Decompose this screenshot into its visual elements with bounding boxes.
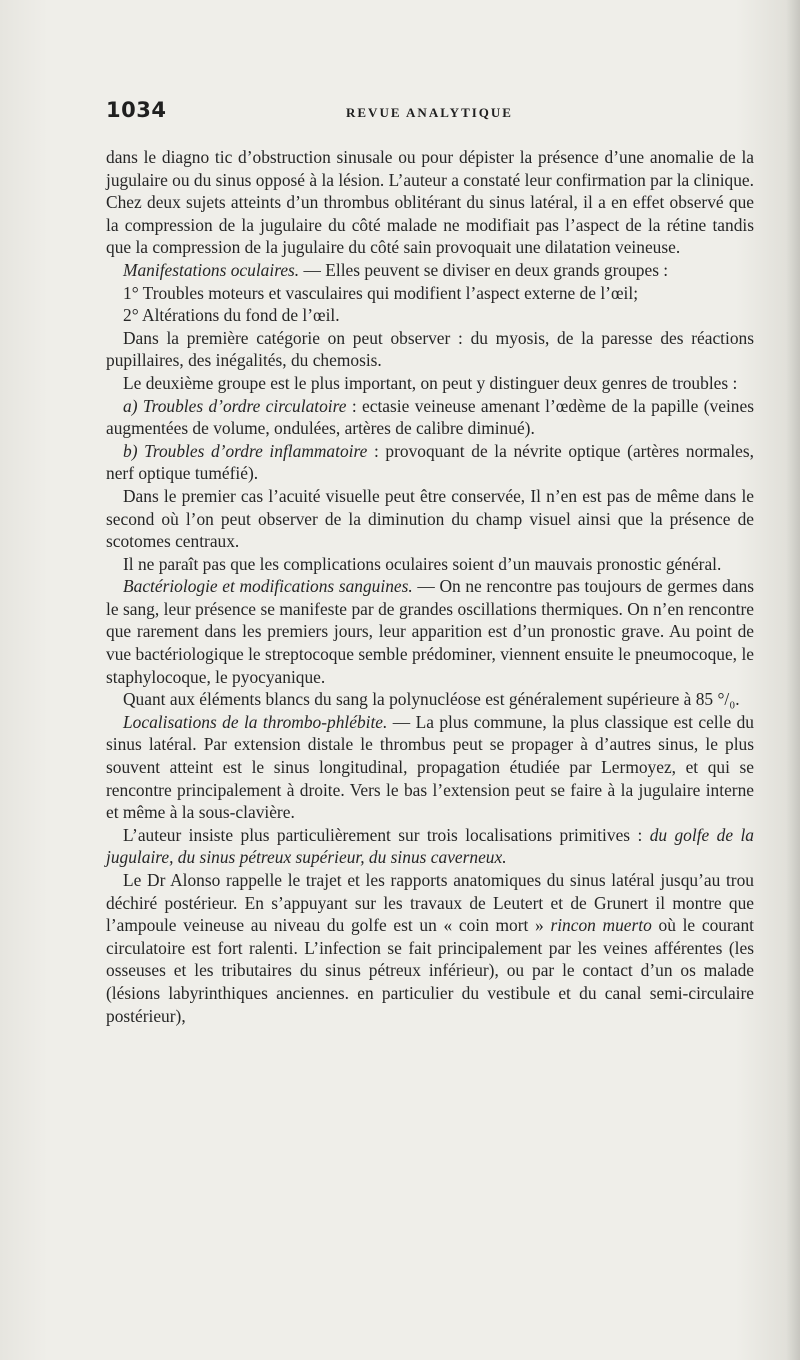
paragraph-text: — On ne rencontre pas toujours de germes dans le sang, leur présence se manifeste par de grandes oscillations thermiques. On n’en rencontre que rarement dans les premiers jours, leur apparition est d’un pronostic grave. Au point de vue bactériologique le streptocoque semble prédominer, viennent ensuite le pneumocoque, le staphylocoque, le pyocyanique. <box>106 576 754 687</box>
paragraph <box>106 327 754 372</box>
paragraph <box>106 282 754 305</box>
paragraph-text: 2° Altérations du fond de l’œil. <box>123 305 340 326</box>
paragraph <box>106 372 754 395</box>
italic-text: a) <box>123 395 143 416</box>
paragraph <box>106 395 754 440</box>
paragraph <box>106 869 754 1027</box>
italic-text: Manifestations oculaires. <box>123 259 300 280</box>
paragraph-text: Il ne paraît pas que les complications oculaires soient d’un mauvais pronostic général. <box>123 553 722 574</box>
paragraph-text: Dans le premier cas l’acuité visuelle peut être conservée, Il n’en est pas de même dans le second où l’on peut observer de la diminution du champ visuel ainsi que la présence de scotomes centraux. <box>106 485 754 552</box>
paragraph-text: Le deuxième groupe est le plus important, on peut y distinguer deux genres de troubles : <box>123 372 738 393</box>
italic-text: Localisations de la thrombo-phlébite. <box>123 711 388 732</box>
paragraph <box>106 575 754 688</box>
paragraph-text: — Elles peuvent se diviser en deux grands groupes : <box>299 259 669 280</box>
page-header <box>106 98 754 128</box>
italic-text: Bactériologie et modifications sanguines. <box>123 576 413 597</box>
body-text <box>106 146 754 1027</box>
paragraph <box>106 146 754 259</box>
italic-text: b) <box>123 440 145 461</box>
italic-text: Troubles d’ordre circulatoire <box>142 395 347 416</box>
paragraph-text: L’auteur insiste plus particulièrement sur trois localisations primitives : <box>123 824 650 845</box>
italic-text: du golfe de la jugulaire, du sinus pétreux supérieur, du sinus caverneux. <box>106 824 754 868</box>
paragraph-text: 1° Troubles moteurs et vasculaires qui modifient l’aspect externe de l’œil; <box>123 282 639 303</box>
paragraph-text: dans le diagno tic d’obstruction sinusale ou pour dépister la présence d’une anomalie de la jugulaire ou du sinus opposé à la lésion. L’auteur a constaté leur confirmation par la clinique. Chez deux sujets atteints d’un thrombus oblitérant du sinus latéral, il a en effet observé que la compression de la jugulaire du côté malade ne modifiait pas l’aspect de la rétine tandis que la compression de la jugulaire du côté sain provoquait une dilatation veineuse. <box>106 147 754 258</box>
paragraph <box>106 304 754 327</box>
italic-text: rincon muerto <box>550 915 652 936</box>
paragraph-text: Quant aux éléments blancs du sang la polynucléose est généralement supérieure à 85 °/₀. <box>123 689 740 710</box>
paragraph <box>106 553 754 576</box>
running-title: REVUE ANALYTIQUE <box>346 105 513 120</box>
paragraph-text: Le Dr Alonso rappelle le trajet et les rapports anatomiques du sinus latéral jusqu’au trou déchiré postérieur. En s’appuyant sur les travaux de Leutert et de Grunert il montre que l’ampoule veineuse au niveau du golfe est un « coin mort » <box>106 870 754 936</box>
paragraph-text: : ectasie veineuse amenant l’œdème de la papille (veines augmentées de volume, ondulées, artères de calibre diminué). <box>106 395 754 439</box>
paragraph <box>106 711 754 824</box>
paragraph-text: Dans la première catégorie on peut observer : du myosis, de la paresse des réactions pupillaires, des inégalités, du chemosis. <box>106 327 754 371</box>
paragraph-text: — La plus commune, la plus classique est celle du sinus latéral. Par extension distale le thrombus peut se propager à d’autres sinus, le plus souvent atteint est le sinus longitudinal, propagation étudiée par Lermoyez, et qui se rencontre principalement à droite. Vers le bas l’extension peut se faire à la jugulaire interne et même à la sous-clavière. <box>106 711 754 823</box>
italic-text: Troubles d’ordre inflammatoire <box>144 440 368 461</box>
paragraph <box>106 485 754 553</box>
paragraph <box>106 259 754 282</box>
paragraph <box>106 440 754 485</box>
paragraph-text: : provoquant de la névrite optique (artères normales, nerf optique tuméfié). <box>106 440 754 484</box>
paragraph <box>106 824 754 869</box>
page-edge-shadow <box>786 0 800 1360</box>
paragraph <box>106 688 754 711</box>
page-number: 1034 <box>106 98 167 122</box>
paragraph-text: où le courant circulatoire est fort ralenti. L’infection se fait principalement par les veines afférentes (les osseuses et les tributaires du sinus pétreux inférieur), ou par le contact d’un os malade (lésions labyrinthiques anciennes. en particulier du vestibule et du canal semi-circulaire postérieur), <box>106 915 754 1026</box>
